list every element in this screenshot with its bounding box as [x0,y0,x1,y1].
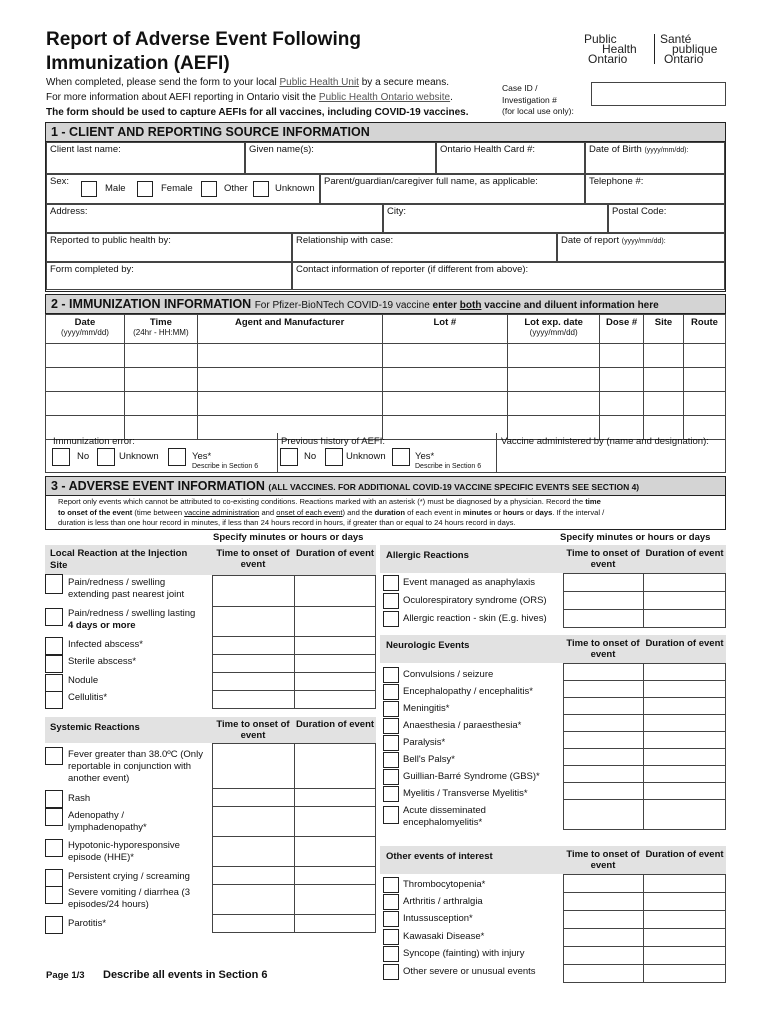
onset-cell[interactable] [564,681,644,698]
neuro-item-checkbox[interactable] [383,752,399,768]
other-item-checkbox[interactable] [383,946,399,962]
neuro-item-label: Paralysis* [403,737,446,748]
duration-cell[interactable] [644,664,726,681]
previous-history-label: Previous history of AEFI: [281,436,386,447]
intro-text: When completed, please send the form to your local Public Health Unit by a secure means. For more information about AEFI reporting in Ontario visit the Public Health Ontario website. The form should be used to capture AEFIs for all vaccines, including COVID-19 vaccines. [46,77,469,118]
duration-cell[interactable] [295,607,376,637]
onset-cell[interactable] [564,715,644,732]
duration-cell[interactable] [644,965,726,983]
duration-cell[interactable] [644,875,726,893]
immunization-error-label: Immunization error: [53,436,135,447]
table-row[interactable] [46,344,726,368]
col-lot: Lot # [382,315,508,344]
systemic-grid [212,743,376,933]
local-reaction-header: Local Reaction at the Injection Site [45,545,212,575]
immunization-table [45,314,726,440]
duration-cell[interactable] [295,673,376,691]
systemic-item-label: Fever greater than 38.0ºC (Only reportable in conjunction with another event) [68,749,203,784]
error-unknown-checkbox[interactable] [97,448,115,466]
client-last-name-field[interactable]: Client last name: [46,142,245,174]
onset-cell[interactable] [564,783,644,800]
col-date: Date (yyyy/mm/dd) [46,315,125,344]
sex-field: Sex: Male Female Other Unknown [46,174,320,204]
allergic-item-checkbox[interactable] [383,593,399,609]
neuro-item-label: Guillian-Barré Syndrome (GBS)* [403,771,540,782]
onset-cell[interactable] [213,655,295,673]
onset-cell[interactable] [564,875,644,893]
onset-cell[interactable] [564,698,644,715]
onset-cell[interactable] [213,673,295,691]
logo-text: Ontario [588,52,628,66]
systemic-header-cells: Time to onset of event Duration of event [212,717,376,743]
neuro-item-checkbox[interactable] [383,806,399,824]
col-route: Route [683,315,725,344]
duration-cell[interactable] [644,574,726,592]
onset-cell[interactable] [564,766,644,783]
error-no-checkbox[interactable] [52,448,70,466]
duration-cell[interactable] [295,744,376,789]
other-item-label: Intussusception* [403,913,473,924]
onset-cell[interactable] [564,732,644,749]
duration-cell[interactable] [644,893,726,911]
male-checkbox[interactable] [81,181,97,197]
allergic-item-label: Oculorespiratory syndrome (ORS) [403,595,547,606]
onset-cell[interactable] [564,800,644,830]
unknown-checkbox[interactable] [253,181,269,197]
onset-cell[interactable] [213,744,295,789]
other-item-label: Arthritis / arthralgia [403,896,483,907]
vaccine-administered-by-field[interactable]: Vaccine administered by (name and designation): [501,436,709,447]
pho-website-link[interactable]: Public Health Ontario website [318,92,451,103]
neuro-item-checkbox[interactable] [383,718,399,734]
local-reaction-grid [212,575,376,709]
phu-link[interactable]: Public Health Unit [279,77,359,88]
form-title-line1: Report of Adverse Event Following [46,29,361,50]
systemic-item-checkbox[interactable] [45,886,63,904]
neuro-header: Neurologic Events [380,635,563,663]
neuro-item-label: Meningitis* [403,703,450,714]
duration-cell[interactable] [295,655,376,673]
systemic-item-label: Persistent crying / screaming [68,871,190,882]
postal-code-field[interactable]: Postal Code: [608,204,725,233]
logo-text: Health [602,42,637,56]
logo-divider [654,34,655,64]
duration-cell[interactable] [644,610,726,628]
local-item-checkbox[interactable] [45,655,63,673]
case-id-label: Case ID / Investigation # (for local use only): [502,83,574,116]
onset-cell[interactable] [564,947,644,965]
col-lot-exp: Lot exp. date (yyyy/mm/dd) [508,315,600,344]
systemic-item-checkbox[interactable] [45,790,63,808]
neuro-item-checkbox[interactable] [383,684,399,700]
neuro-header-cells: Time to onset of event Duration of event [563,635,726,663]
onset-cell[interactable] [213,837,295,867]
logo-text: Ontario [664,52,704,66]
systemic-item-label: Severe vomiting / diarrhea (3 episodes/24 hours) [68,887,190,910]
female-checkbox[interactable] [137,181,153,197]
onset-cell[interactable] [564,592,644,610]
col-site: Site [644,315,684,344]
section1-heading: 1 - CLIENT AND REPORTING SOURCE INFORMATION [45,122,726,142]
duration-cell[interactable] [644,911,726,929]
local-item-checkbox[interactable] [45,608,63,626]
systemic-header: Systemic Reactions [45,717,212,743]
systemic-item-checkbox[interactable] [45,916,63,934]
systemic-item-label: Rash [68,793,91,804]
history-unknown-checkbox[interactable] [325,448,343,466]
allergic-grid [563,573,726,628]
allergic-item-checkbox[interactable] [383,575,399,591]
guardian-field[interactable]: Parent/guardian/caregiver full name, as applicable: [320,174,585,204]
other-events-grid [563,874,726,983]
section2-heading: 2 - IMMUNIZATION INFORMATION For Pfizer-BioNTech COVID-19 vaccine enter both vaccine and diluent information here [45,294,726,314]
local-item-checkbox[interactable] [45,691,63,709]
specify-label-right: Specify minutes or hours or days [560,532,711,543]
allergic-header-cells: Time to onset of event Duration of event [563,545,726,573]
duration-cell[interactable] [295,789,376,807]
logo-text: Public [584,32,617,46]
neuro-item-checkbox[interactable] [383,667,399,683]
history-no-checkbox[interactable] [280,448,298,466]
other-item-checkbox[interactable] [383,911,399,927]
systemic-item-checkbox[interactable] [45,747,63,765]
onset-cell[interactable] [213,607,295,637]
onset-cell[interactable] [213,885,295,915]
footer-note: Describe all events in Section 6 [103,969,268,981]
local-item-label: Cellulitis* [68,692,108,703]
neuro-item-label: Anaesthesia / paraesthesia* [403,720,522,731]
duration-cell[interactable] [295,807,376,837]
form-title-line2: Immunization (AEFI) [46,53,230,74]
history-yes-checkbox[interactable] [392,448,410,466]
allergic-header: Allergic Reactions [380,545,563,573]
onset-cell[interactable] [564,610,644,628]
systemic-item-checkbox[interactable] [45,808,63,826]
systemic-item-label: Adenopathy / lymphadenopathy* [68,810,147,833]
duration-cell[interactable] [644,715,726,732]
local-item-checkbox[interactable] [45,574,63,594]
page-number: Page 1/3 [46,970,85,981]
onset-cell[interactable] [213,867,295,885]
duration-cell[interactable] [295,637,376,655]
duration-cell[interactable] [644,732,726,749]
local-item-label: Infected abscess* [68,639,143,650]
neuro-item-checkbox[interactable] [383,786,399,802]
health-card-field[interactable]: Ontario Health Card #: [436,142,585,174]
other-item-label: Thrombocytopenia* [403,879,486,890]
duration-cell[interactable] [295,691,376,709]
neuro-item-label: Convulsions / seizure [403,669,494,680]
col-dose: Dose # [600,315,644,344]
duration-cell[interactable] [295,867,376,885]
neuro-item-label: Encephalopathy / encephalitis* [403,686,533,697]
reporter-contact-field[interactable]: Contact information of reporter (if different from above): [292,262,725,290]
other-item-checkbox[interactable] [383,929,399,945]
onset-cell[interactable] [213,691,295,709]
duration-cell[interactable] [644,698,726,715]
section1-body [45,142,726,292]
col-agent: Agent and Manufacturer [197,315,382,344]
city-field[interactable]: City: [383,204,608,233]
specify-label-left: Specify minutes or hours or days [213,532,364,543]
onset-cell[interactable] [213,915,295,933]
neuro-item-label: Acute disseminated encephalomyelitis* [403,805,486,828]
local-item-label: Pain/redness / swelling extending past nearest joint [68,577,185,600]
onset-cell[interactable] [213,807,295,837]
col-time: Time (24hr - HH:MM) [124,315,197,344]
duration-cell[interactable] [644,929,726,947]
section3-heading: 3 - ADVERSE EVENT INFORMATION (ALL VACCINES. FOR ADDITIONAL COVID-19 VACCINE SPECIFIC EVENTS SEE SECTION 4) [45,476,726,496]
neuro-item-checkbox[interactable] [383,735,399,751]
other-item-label: Syncope (fainting) with injury [403,948,525,959]
error-yes-checkbox[interactable] [168,448,186,466]
case-id-input[interactable] [591,82,726,106]
systemic-item-checkbox[interactable] [45,839,63,857]
onset-cell[interactable] [213,789,295,807]
date-of-report-field[interactable]: Date of report (yyyy/mm/dd): [557,233,725,262]
onset-cell[interactable] [564,965,644,983]
logo-text: publique [672,42,718,56]
duration-cell[interactable] [295,915,376,933]
local-item-checkbox[interactable] [45,637,63,655]
duration-cell[interactable] [644,947,726,965]
given-names-field[interactable]: Given name(s): [245,142,436,174]
duration-cell[interactable] [644,800,726,830]
duration-cell[interactable] [644,681,726,698]
local-item-label: Pain/redness / swelling lasting 4 days or more [68,608,196,631]
local-item-checkbox[interactable] [45,674,63,692]
onset-cell[interactable] [564,911,644,929]
other-item-checkbox[interactable] [383,964,399,980]
duration-cell[interactable] [295,837,376,867]
systemic-item-checkbox[interactable] [45,869,63,887]
table-row[interactable] [46,368,726,392]
other-events-header: Other events of interest [380,846,563,874]
local-item-label: Nodule [68,675,99,686]
onset-cell[interactable] [564,929,644,947]
immunization-error-row: Immunization error: No Unknown Yes* Describe in Section 6 Previous history of AEFI: No Unknown Yes* Describe in Section 6 Vaccine administered by (name and designation): [45,433,726,473]
local-item-label: Sterile abscess* [68,656,137,667]
onset-cell[interactable] [564,749,644,766]
other-item-label: Kawasaki Disease* [403,931,485,942]
onset-cell[interactable] [564,574,644,592]
duration-cell[interactable] [644,592,726,610]
other-checkbox[interactable] [201,181,217,197]
onset-cell[interactable] [564,893,644,911]
other-header-cells: Time to onset of event Duration of event [563,846,726,874]
section3-instructions: Report only events which cannot be attributed to co-existing conditions. Reactions marked with an asterisk (*) must be diagnosed by a physician. Record the time to onset of the event (time between vaccine administration and onset of each event) and the duration of each event in minutes or hours or days. If the interval / duration is less than one hour record in minutes, if less than 24 hours record in hours, if greater than or equal to 24 hours record in days. [45,496,726,530]
relationship-field[interactable]: Relationship with case: [292,233,557,262]
other-item-checkbox[interactable] [383,877,399,893]
completed-by-field[interactable]: Form completed by: [46,262,292,290]
duration-cell[interactable] [644,766,726,783]
allergic-item-label: Allergic reaction - skin (E.g. hives) [403,613,547,624]
neuro-item-checkbox[interactable] [383,701,399,717]
duration-cell[interactable] [644,749,726,766]
logo-text: Santé [660,32,692,46]
duration-cell[interactable] [295,576,376,607]
address-field[interactable]: Address: [46,204,383,233]
onset-cell[interactable] [213,637,295,655]
reported-by-field[interactable]: Reported to public health by: [46,233,292,262]
duration-cell[interactable] [644,783,726,800]
telephone-field[interactable]: Telephone #: [585,174,725,204]
local-header-cells: Time to onset of event Duration of event [212,545,376,575]
neuro-item-checkbox[interactable] [383,769,399,785]
table-row[interactable] [46,392,726,416]
neuro-item-label: Bell's Palsy* [403,754,455,765]
allergic-item-checkbox[interactable] [383,611,399,627]
other-item-label: Other severe or unusual events [403,966,536,977]
neuro-grid [563,663,726,830]
systemic-item-label: Parotitis* [68,918,107,929]
onset-cell[interactable] [213,576,295,607]
allergic-item-label: Event managed as anaphylaxis [403,577,536,588]
dob-field[interactable]: Date of Birth (yyyy/mm/dd): [585,142,725,174]
other-item-checkbox[interactable] [383,894,399,910]
systemic-item-label: Hypotonic-hyporesponsive episode (HHE)* [68,840,180,863]
neuro-item-label: Myelitis / Transverse Myelitis* [403,788,528,799]
phu-logo [584,34,729,66]
duration-cell[interactable] [295,885,376,915]
onset-cell[interactable] [564,664,644,681]
